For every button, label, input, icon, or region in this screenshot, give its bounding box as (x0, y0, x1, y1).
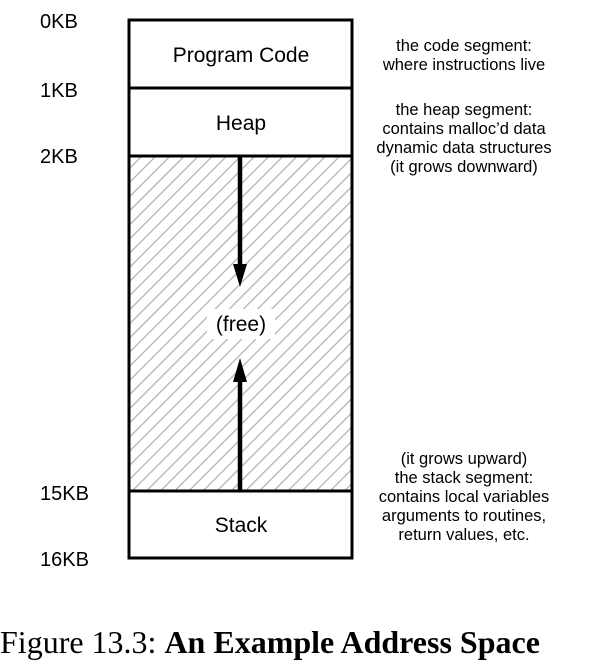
free-region-label: (free) (215, 313, 267, 336)
address-label-0kb: 0KB (40, 11, 78, 33)
heap-segment-annotation (376, 101, 551, 176)
address-label-2kb: 2KB (40, 146, 78, 168)
address-label-1kb: 1KB (40, 80, 78, 102)
annotation-line: the stack segment: (394, 469, 534, 487)
annotation-line: the code segment: (396, 37, 532, 55)
annotation-line: arguments to routines, (381, 507, 547, 525)
address-label-16kb: 16KB (40, 549, 89, 571)
code-segment-label: Program Code (172, 44, 310, 67)
annotation-line: dynamic data structures (376, 139, 552, 157)
caption-title: An Example Address Space (164, 624, 540, 660)
annotation-line: contains malloc’d data (382, 120, 546, 138)
annotation-line: (it grows downward) (390, 158, 538, 176)
heap-segment-label: Heap (215, 112, 267, 135)
stack-segment-annotation (379, 450, 550, 544)
stack-segment-label: Stack (214, 514, 268, 537)
code-segment-annotation (382, 37, 545, 74)
address-label-15kb: 15KB (40, 483, 89, 505)
annotation-line: where instructions live (382, 56, 546, 74)
annotation-line: (it grows upward) (400, 450, 528, 468)
annotation-line: return values, etc. (398, 526, 530, 544)
caption-prefix: Figure 13.3: (0, 624, 157, 660)
annotation-line: the heap segment: (395, 101, 533, 119)
figure-caption (0, 614, 599, 670)
annotation-line: contains local variables (378, 488, 550, 506)
